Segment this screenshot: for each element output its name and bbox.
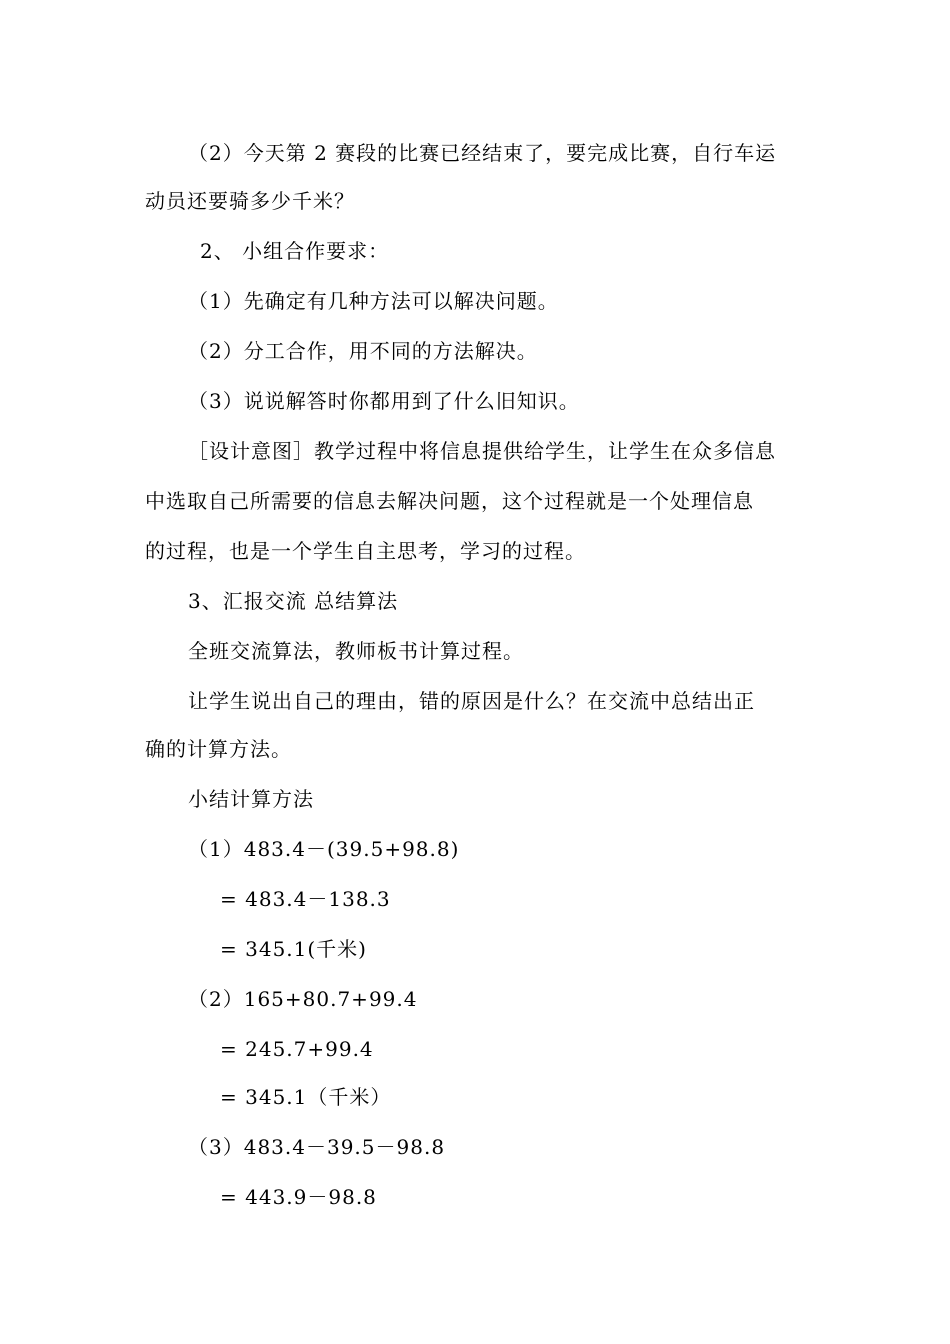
text-line-3: 2、 小组合作要求： [200, 239, 390, 263]
text-line-1: （2）今天第 2 赛段的比赛已经结束了，要完成比赛，自行车运 [188, 141, 777, 165]
text-line-12: 让学生说出自己的理由，错的原因是什么？在交流中总结出正 [188, 689, 755, 713]
text-line-8: 中选取自己所需要的信息去解决问题，这个过程就是一个处理信息 [145, 489, 754, 513]
text-line-2: 动员还要骑多少千米？ [145, 189, 355, 213]
text-line-5: （2）分工合作，用不同的方法解决。 [188, 339, 538, 363]
text-line-10: 3、汇报交流 总结算法 [188, 589, 399, 613]
text-line-4: （1）先确定有几种方法可以解决问题。 [188, 289, 559, 313]
text-line-7: ［设计意图］教学过程中将信息提供给学生，让学生在众多信息 [188, 439, 776, 463]
text-line-11: 全班交流算法，教师板书计算过程。 [188, 639, 524, 663]
formula-line-6: = 345.1（千米） [220, 1085, 392, 1109]
formula-line-5: = 245.7+99.4 [220, 1037, 374, 1061]
text-line-13: 确的计算方法。 [145, 737, 292, 761]
formula-line-8: = 443.9－98.8 [220, 1185, 377, 1209]
formula-line-2: = 483.4－138.3 [220, 887, 391, 911]
formula-line-4: （2）165+80.7+99.4 [188, 987, 418, 1011]
text-line-14: 小结计算方法 [188, 787, 314, 811]
formula-line-3: = 345.1(千米) [220, 937, 367, 961]
formula-line-7: （3）483.4－39.5－98.8 [188, 1135, 446, 1159]
text-line-9: 的过程，也是一个学生自主思考，学习的过程。 [145, 539, 586, 563]
text-line-6: （3）说说解答时你都用到了什么旧知识。 [188, 389, 580, 413]
formula-line-1: （1）483.4－(39.5+98.8) [188, 837, 460, 861]
